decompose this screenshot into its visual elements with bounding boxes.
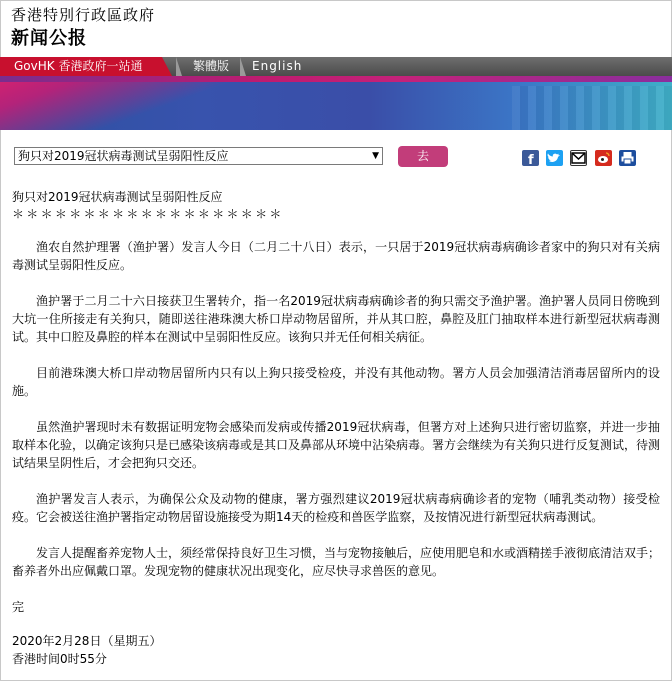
svg-text:f: f	[528, 153, 534, 166]
select-value: 狗只对2019冠状病毒测试呈弱阳性反应	[18, 149, 229, 163]
article-paragraph: 发言人提醒畜养宠物人士，须经常保持良好卫生习惯，当与宠物接触后，应使用肥皂和水或酒精搓手液彻底清洁双手；畜养者外出应佩戴口罩。发现宠物的健康状况出现变化，应尽快寻求兽医的意见。	[12, 546, 661, 578]
gov-name[interactable]: 香港特別行政區政府	[11, 6, 156, 24]
article-title: 狗只对2019冠状病毒测试呈弱阳性反应	[12, 190, 223, 204]
banner-pattern	[512, 86, 672, 130]
chevron-down-icon: ▼	[372, 151, 379, 161]
go-button[interactable]: 去	[398, 146, 448, 167]
print-icon[interactable]	[619, 150, 636, 166]
twitter-icon[interactable]	[546, 150, 563, 166]
email-icon[interactable]	[570, 150, 587, 166]
weibo-icon[interactable]	[595, 150, 612, 166]
site-header	[0, 0, 672, 56]
site-name[interactable]: 新闻公报	[11, 28, 87, 49]
traditional-chinese-link[interactable]: 繁體版	[193, 59, 230, 73]
press-release-select[interactable]	[14, 147, 383, 165]
article-paragraph: 渔护署于二月二十六日接获卫生署转介，指一名2019冠状病毒病确诊者的狗只需交予渔护署。渔护署人员同日傍晚到大坑一住所接走有关狗只，随即送往港珠澳大桥口岸动物居留所，并从其口腔，鼻腔及肛门抽取样本进行新型冠状病毒测试。其中口腔及鼻腔的样本在测试中呈弱阳性反应。该狗只并无任何相关病征。	[12, 294, 660, 344]
banner	[0, 76, 672, 130]
nav-bar	[0, 57, 672, 76]
nav-separator	[240, 57, 246, 76]
release-time: 香港时间0时55分	[12, 652, 107, 666]
title-underline-stars: ＊＊＊＊＊＊＊＊＊＊＊＊＊＊＊＊＊＊＊	[12, 207, 284, 221]
article-paragraph: 虽然渔护署现时未有数据证明宠物会感染而发病或传播2019冠状病毒，但署方对上述狗只进行密切监察，并进一步抽取样本化验，以确定该狗只是已感染该病毒或是其口及鼻部从环境中沾染病毒。署方会继续为有关狗只进行反复测试，待测试结果呈阴性后，才会把狗只交还。	[12, 420, 661, 470]
english-link[interactable]: English	[252, 59, 303, 73]
article-paragraph: 目前港珠澳大桥口岸动物居留所内只有以上狗只接受检疫，并没有其他动物。署方人员会加强清洁消毒居留所内的设施。	[12, 366, 660, 398]
banner-stripe	[0, 76, 672, 82]
banner-decoration	[0, 76, 300, 130]
facebook-icon[interactable]	[522, 150, 539, 166]
nav-separator	[176, 57, 182, 76]
nav-separator	[162, 57, 172, 76]
govhk-link[interactable]: GovHK 香港政府一站通	[0, 57, 162, 76]
end-mark: 完	[12, 600, 25, 614]
release-date: 2020年2月28日（星期五）	[12, 634, 162, 648]
article-paragraph: 渔护署发言人表示，为确保公众及动物的健康，署方强烈建议2019冠状病毒病确诊者的宠物（哺乳类动物）接受检疫。它会被送往渔护署指定动物居留设施接受为期14天的检疫和兽医学监察，及按情况进行新型冠状病毒测试。	[12, 492, 660, 524]
article-paragraph: 渔农自然护理署（渔护署）发言人今日（二月二十八日）表示，一只居于2019冠状病毒病确诊者家中的狗只对有关病毒测试呈弱阳性反应。	[12, 240, 660, 272]
